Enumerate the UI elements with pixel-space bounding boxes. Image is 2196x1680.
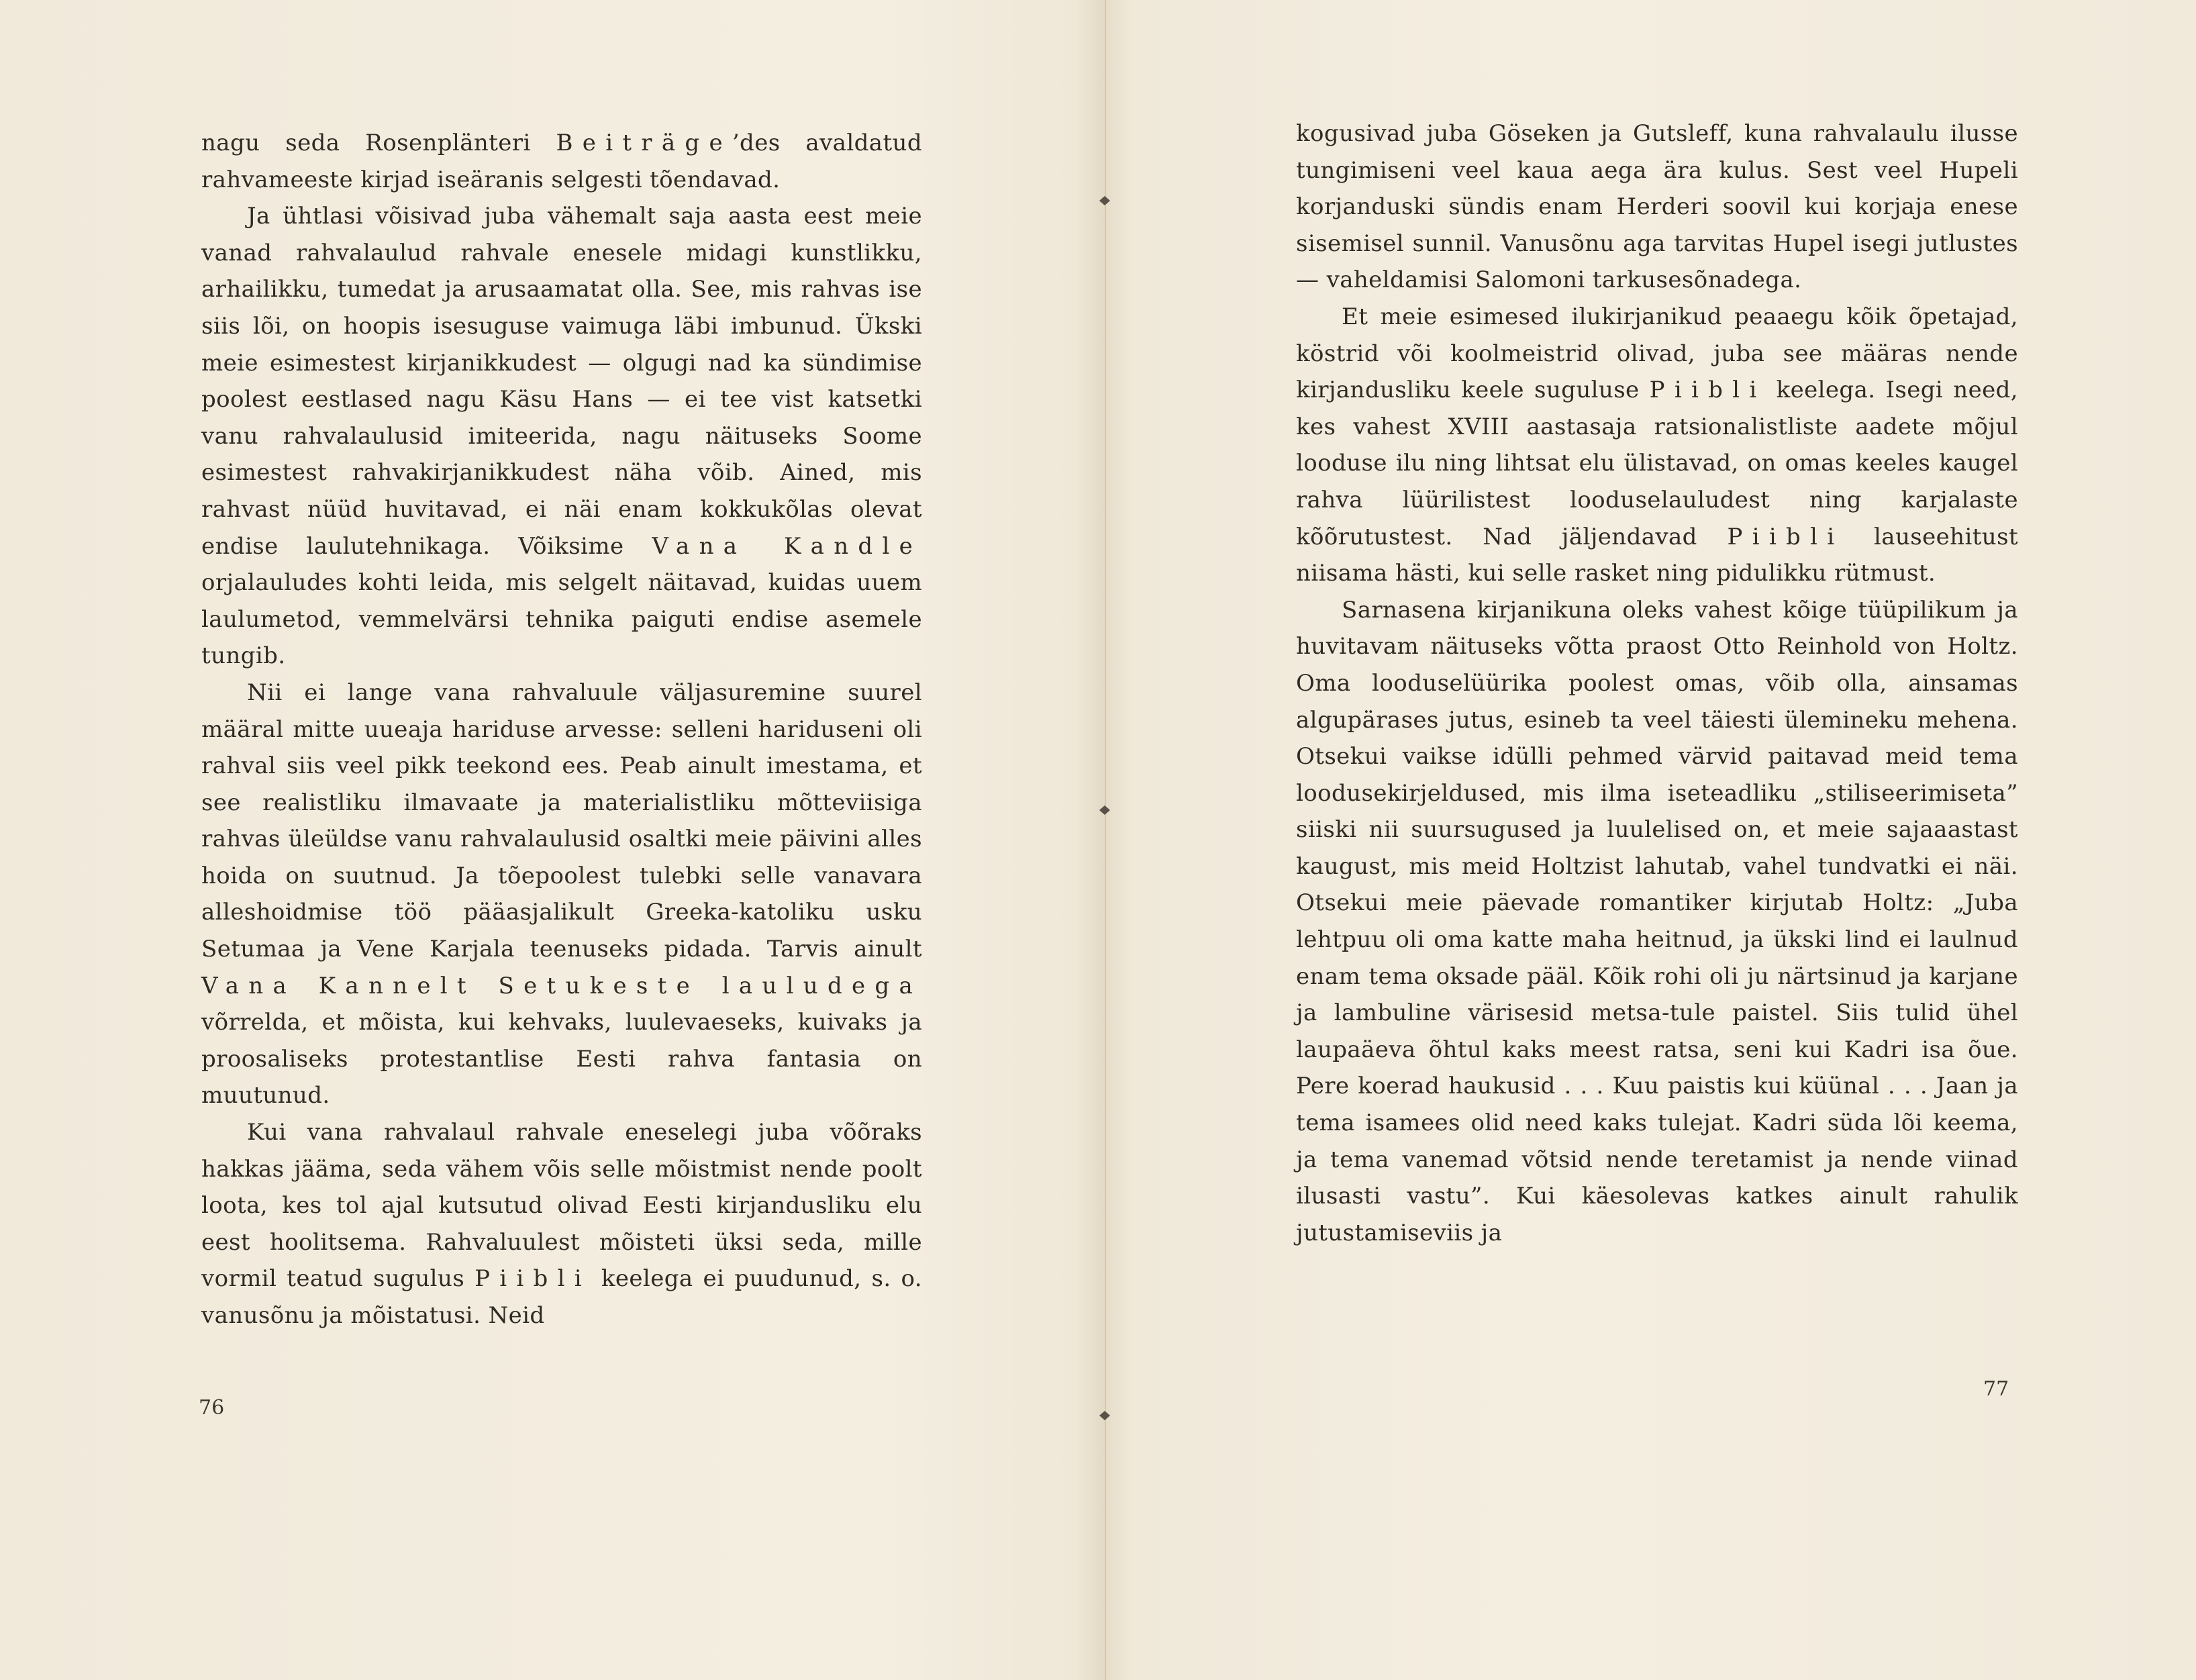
text-run: ’des avaldatud rahvameeste kirjad iseäranis selgesti tõendavad. (201, 130, 922, 193)
text-run: Nii ei lange vana rahvaluule väljasuremine suurel määral mitte uueaja hariduse arvesse: selleni hariduseni oli rahval siis veel pikk teekond ees. Peab ainult imestama, et see realistliku ilmavaate ja materialistliku mõtteviisiga rahvas üleüldse vanu rahvalaulusid osaltki meie päivini alles hoida on suutnud. Ja tõepoolest tulebki selle vanavara alleshoidmise töö pääasjalikult Greeka-katoliku usku Setumaa ja Vene Karjala teenuseks pidada. Tarvis ainult (201, 679, 922, 963)
text-run: orjalauludes kohti leida, mis selgelt näitavad, kuidas uuem laulumetod, vemmelvärsi tehnika paiguti endise asemele tungib. (201, 569, 922, 670)
spaced-emphasis-text: Piibli (1649, 377, 1766, 404)
text-run: nagu seda Rosenplänteri (201, 130, 556, 156)
text-run: Ja ühtlasi võisivad juba vähemalt saja aasta eest meie vanad rahvalaulud rahvale enesele midagi kunstlikku, arhailikku, tumedat ja arusaamatat olla. See, mis rahvas ise siis lõi, on hoopis isesuguse vaimuga läbi imbunud. Ükski meie esimestest kirjanikkudest — olgugi nad ka sündimise poolest eestlased nagu Käsu Hans — ei tee vist katsetki vanu rahvalaulusid imiteerida, nagu näituseks Soome esimestest rahvakirjanikkudest näha võib. Ained, mis rahvast nüüd huvitavad, ei näi enam kokkukõlas olevat endise laulutehnikaga. Võiksime (201, 203, 922, 560)
spaced-emphasis-text: Vana Kannelt Setukeste lauludega (201, 972, 922, 999)
paragraph (1296, 115, 2018, 299)
page-number-right: 77 (1983, 1377, 2009, 1401)
paragraph (201, 198, 922, 675)
text-run: keelega ei puudunud, s. o. vanusõnu ja mõistatusi. Neid (201, 1265, 923, 1329)
text-run: Sarnasena kirjanikuna oleks vahest kõige tüüpilikum ja huvitavam näituseks võtta praost Otto Reinhold von Holtz. Oma looduselüürika poolest omas, võib olla, ainsamas algupärases jutus, esineb ta veel täiesti ülemineku mehena. Otsekui vaikse idülli pehmed värvid paitavad meid tema loodusekirjeldused, mis ilma iseteadliku „stiliseerimiseta” siiski nii suursugused ja luulelised on, et meie sajaaastast kaugust, mis meid Holtzist lahutab, vahel tundvatki ei näi. Otsekui meie päevade romantiker kirjutab Holtz: „Juba lehtpuu oli oma katte maha heitnud, ja ükski lind ei laulnud enam tema oksade pääl. Kõik rohi oli ju närtsinud ja karjane ja lambuline värisesid metsa-tule paistel. Siis tulid ühel laupaäeva õhtul kaks meest ratsa, seni kui Kadri isa õue. Pere koerad haukusid . . . Kuu paistis kui küünal . . . Jaan ja tema isamees olid need kaks tulejat. Kadri süda lõi keema, ja tema vanemad võtsid nende teretamist ja nende viinad ilusasti vastu”. Kui käesolevas katkes ainult rahulik jutustamiseviis ja (1296, 596, 2018, 1246)
right-page-text (1296, 115, 2018, 1251)
left-page-text (201, 125, 922, 1334)
paragraph (1296, 592, 2018, 1252)
page-number-left: 76 (199, 1396, 225, 1420)
right-page (1106, 0, 2196, 1680)
text-run: lauseehitust niisama hästi, kui selle rasket ning pidulikku rütmust. (1296, 523, 2019, 587)
text-run: Kui vana rahvalaul rahvale eneselegi juba võõraks hakkas jääma, seda vähem võis selle mõistmist nende poolt loota, kes tol ajal kutsutud olivad Eesti kirjandusliku elu eest hoolitsema. Rahvaluulest mõisteti üksi seda, mille vormil teatud sugulus (201, 1119, 922, 1293)
spaced-emphasis-text: Piibli (1727, 523, 1844, 550)
paragraph (201, 675, 922, 1114)
spaced-emphasis-text: Piibli (475, 1265, 591, 1293)
spaced-emphasis-text: Beiträge (556, 130, 732, 156)
paragraph (1296, 299, 2018, 592)
text-run: Et meie esimesed ilukirjanikud peaaegu kõik õpetajad, köstrid või koolmeistrid olivad, juba see määras nende kirjandusliku keele suguluse (1296, 303, 2018, 404)
text-run: keelega. Isegi need, kes vahest XVIII aastasaja ratsionalistliste aadete mõjul looduse ilu ning lihtsat elu ülistavad, on omas keeles kaugel rahva lüürilistest looduselauludest ning karjalaste kõõrutustest. Nad jäljendavad (1296, 377, 2019, 550)
paragraph (201, 1114, 922, 1334)
text-run: võrrelda, et mõista, kui kehvaks, luulevaeseks, kuivaks ja proosaliseks protestantlise Eesti rahva fantasia on muutunud. (201, 1009, 922, 1109)
spaced-emphasis-text: Vana Kandle (652, 532, 923, 560)
text-run: kogusivad juba Göseken ja Gutsleff, kuna rahvalaulu ilusse tungimiseni veel kaua aega ära kulus. Sest veel Hupeli korjanduski sündis enam Herderi soovil kui korjaja enese sisemisel sunnil. Vanusõnu aga tarvitas Hupel isegi jutlustes — vaheldamisi Salomoni tarkusesõnadega. (1296, 120, 2018, 294)
paragraph (201, 125, 922, 198)
